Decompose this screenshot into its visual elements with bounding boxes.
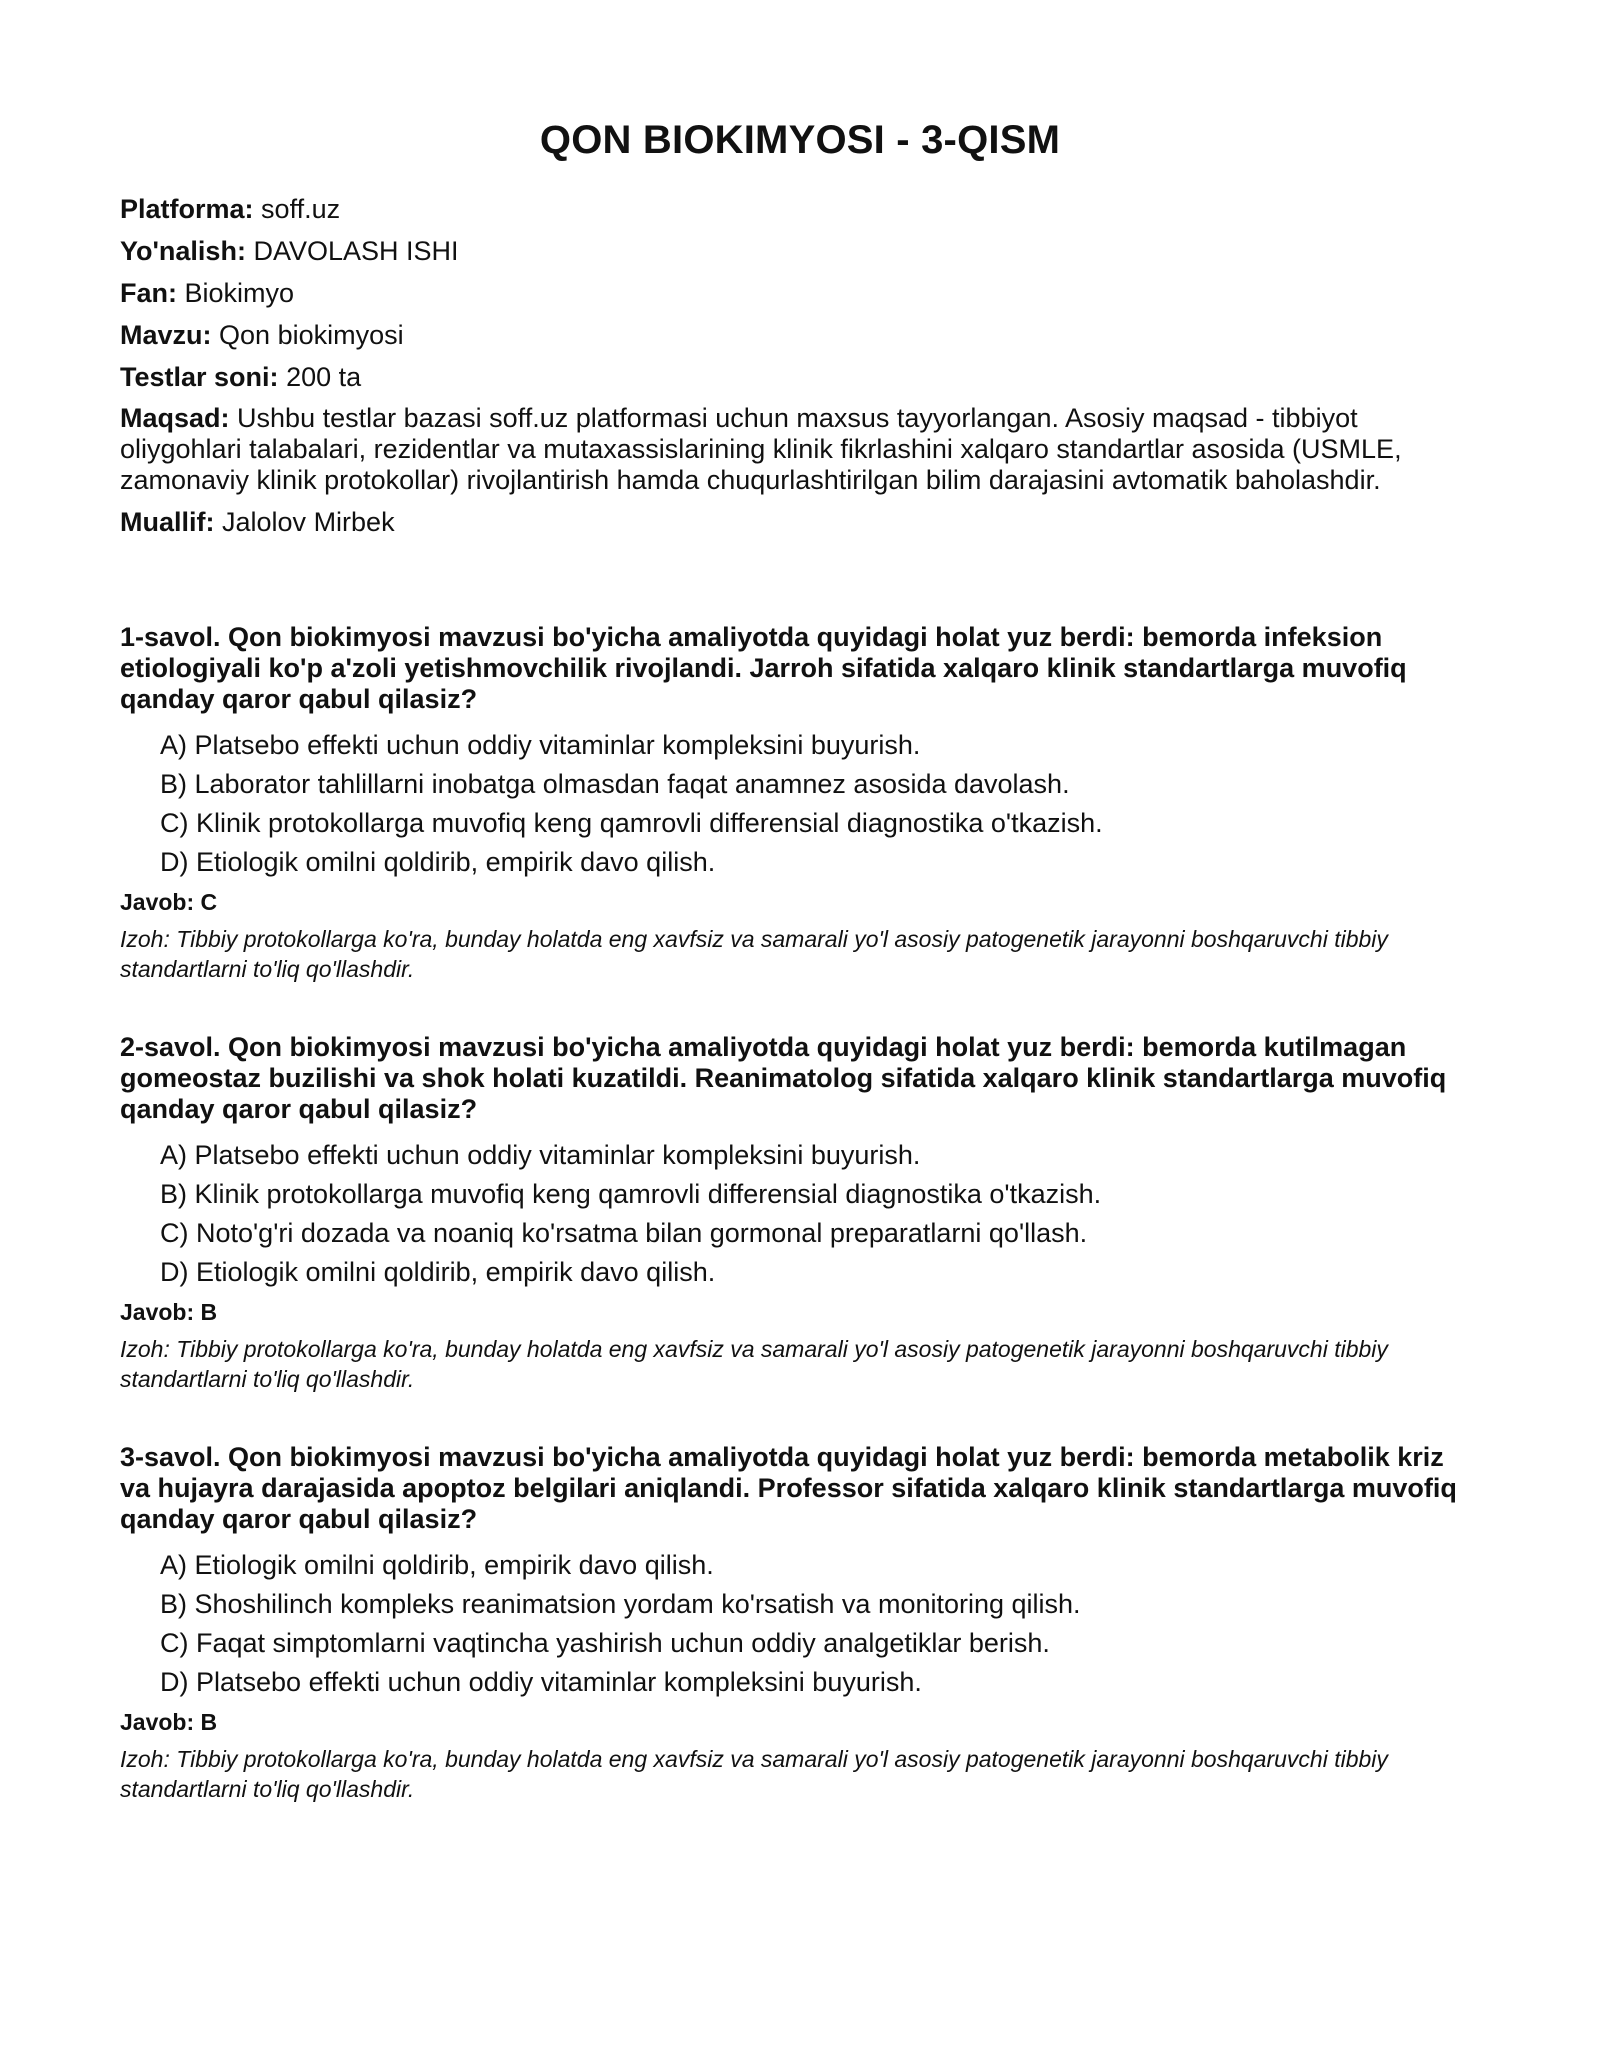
answer-label: Javob: C — [120, 889, 218, 915]
question-text: 1-savol. Qon biokimyosi mavzusi bo'yicha amaliyotda quyidagi holat yuz berdi: bemorda infeksion etiologiyali ko'p a'zoli yetishmovchilik rivojlandi. Jarroh sifatida xalqaro klinik standartlarga muvofiq qanday qaror qabul qilasiz? — [120, 622, 1407, 714]
option-a: A) Platsebo effekti uchun oddiy vitaminlar kompleksini buyurish. — [160, 730, 921, 760]
explanation-note: Izoh: Tibbiy protokollarga ko'ra, bunday holatda eng xavfsiz va samarali yo'l asosiy patogenetik jarayonni boshqaruvchi tibbiy standartlarni to'liq qo'llashdir. — [120, 1336, 1388, 1392]
option-a: A) Etiologik omilni qoldirib, empirik davo qilish. — [160, 1550, 714, 1580]
question-text: 2-savol. Qon biokimyosi mavzusi bo'yicha amaliyotda quyidagi holat yuz berdi: bemorda kutilmagan gomeostaz buzilishi va shok holati kuzatildi. Reanimatolog sifatida xalqaro klinik standartlarga muvofiq qanday qaror qabul qilasiz? — [120, 1032, 1447, 1124]
option-d: D) Platsebo effekti uchun oddiy vitaminlar kompleksini buyurish. — [160, 1667, 922, 1697]
meta-label: Maqsad: — [120, 403, 230, 433]
meta-label: Muallif: — [120, 507, 215, 537]
option-c: C) Noto'g'ri dozada va noaniq ko'rsatma bilan gormonal preparatlarni qo'llash. — [160, 1218, 1088, 1248]
meta-label: Yo'nalish: — [120, 236, 246, 266]
meta-label: Platforma: — [120, 194, 254, 224]
meta-topic — [120, 319, 1480, 351]
document-title: QON BIOKIMYOSI - 3-QISM — [539, 118, 1061, 162]
answer-label: Javob: B — [120, 1299, 218, 1325]
document-meta — [120, 193, 1480, 538]
question-1 — [120, 622, 1480, 984]
option-c: C) Faqat simptomlarni vaqtincha yashirish uchun oddiy analgetiklar berish. — [160, 1628, 1050, 1658]
option-d: D) Etiologik omilni qoldirib, empirik davo qilish. — [160, 847, 716, 877]
option-d: D) Etiologik omilni qoldirib, empirik davo qilish. — [160, 1257, 716, 1287]
meta-value: 200 ta — [286, 362, 362, 392]
meta-purpose — [120, 403, 1480, 496]
explanation-note: Izoh: Tibbiy protokollarga ko'ra, bunday holatda eng xavfsiz va samarali yo'l asosiy patogenetik jarayonni boshqaruvchi tibbiy standartlarni to'liq qo'llashdir. — [120, 1746, 1388, 1802]
meta-value: Qon biokimyosi — [219, 320, 404, 350]
meta-value: DAVOLASH ISHI — [253, 236, 459, 266]
meta-value: Biokimyo — [184, 278, 295, 308]
meta-value: Ushbu testlar bazasi soff.uz platformasi uchun maxsus tayyorlangan. Asosiy maqsad - tibbiyot oliygohlari talabalari, rezidentlar va mutaxassislarining klinik fikrlashini xalqaro standartlar asosida (USMLE, zamonaviy klinik protokollar) rivojlantirish hamda chuqurlashtirilgan bilim darajasini avtomatik baholashdir. — [120, 403, 1402, 495]
meta-value: soff.uz — [261, 194, 341, 224]
question-2 — [120, 1032, 1480, 1394]
meta-label: Fan: — [120, 278, 177, 308]
option-a: A) Platsebo effekti uchun oddiy vitaminlar kompleksini buyurish. — [160, 1140, 921, 1170]
meta-label: Testlar soni: — [120, 362, 279, 392]
meta-subject — [120, 277, 1480, 309]
option-b: B) Laborator tahlillarni inobatga olmasdan faqat anamnez asosida davolash. — [160, 769, 1070, 799]
explanation-note: Izoh: Tibbiy protokollarga ko'ra, bunday holatda eng xavfsiz va samarali yo'l asosiy patogenetik jarayonni boshqaruvchi tibbiy standartlarni to'liq qo'llashdir. — [120, 926, 1388, 982]
options-list — [160, 1139, 1480, 1288]
question-text: 3-savol. Qon biokimyosi mavzusi bo'yicha amaliyotda quyidagi holat yuz berdi: bemorda metabolik kriz va hujayra darajasida apoptoz belgilari aniqlandi. Professor sifatida xalqaro klinik standartlarga muvofiq qanday qaror qabul qilasiz? — [120, 1442, 1457, 1534]
meta-label: Mavzu: — [120, 320, 212, 350]
meta-test-count — [120, 361, 1480, 393]
option-b: B) Klinik protokollarga muvofiq keng qamrovli differensial diagnostika o'tkazish. — [160, 1179, 1102, 1209]
options-list — [160, 729, 1480, 878]
meta-author — [120, 506, 1480, 538]
option-b: B) Shoshilinch kompleks reanimatsion yordam ko'rsatish va monitoring qilish. — [160, 1589, 1081, 1619]
meta-direction — [120, 235, 1480, 267]
question-3 — [120, 1442, 1480, 1804]
meta-platform — [120, 193, 1480, 225]
option-c: C) Klinik protokollarga muvofiq keng qamrovli differensial diagnostika o'tkazish. — [160, 808, 1103, 838]
options-list — [160, 1549, 1480, 1698]
answer-label: Javob: B — [120, 1709, 218, 1735]
meta-value: Jalolov Mirbek — [222, 507, 395, 537]
document-page — [120, 118, 1480, 1804]
